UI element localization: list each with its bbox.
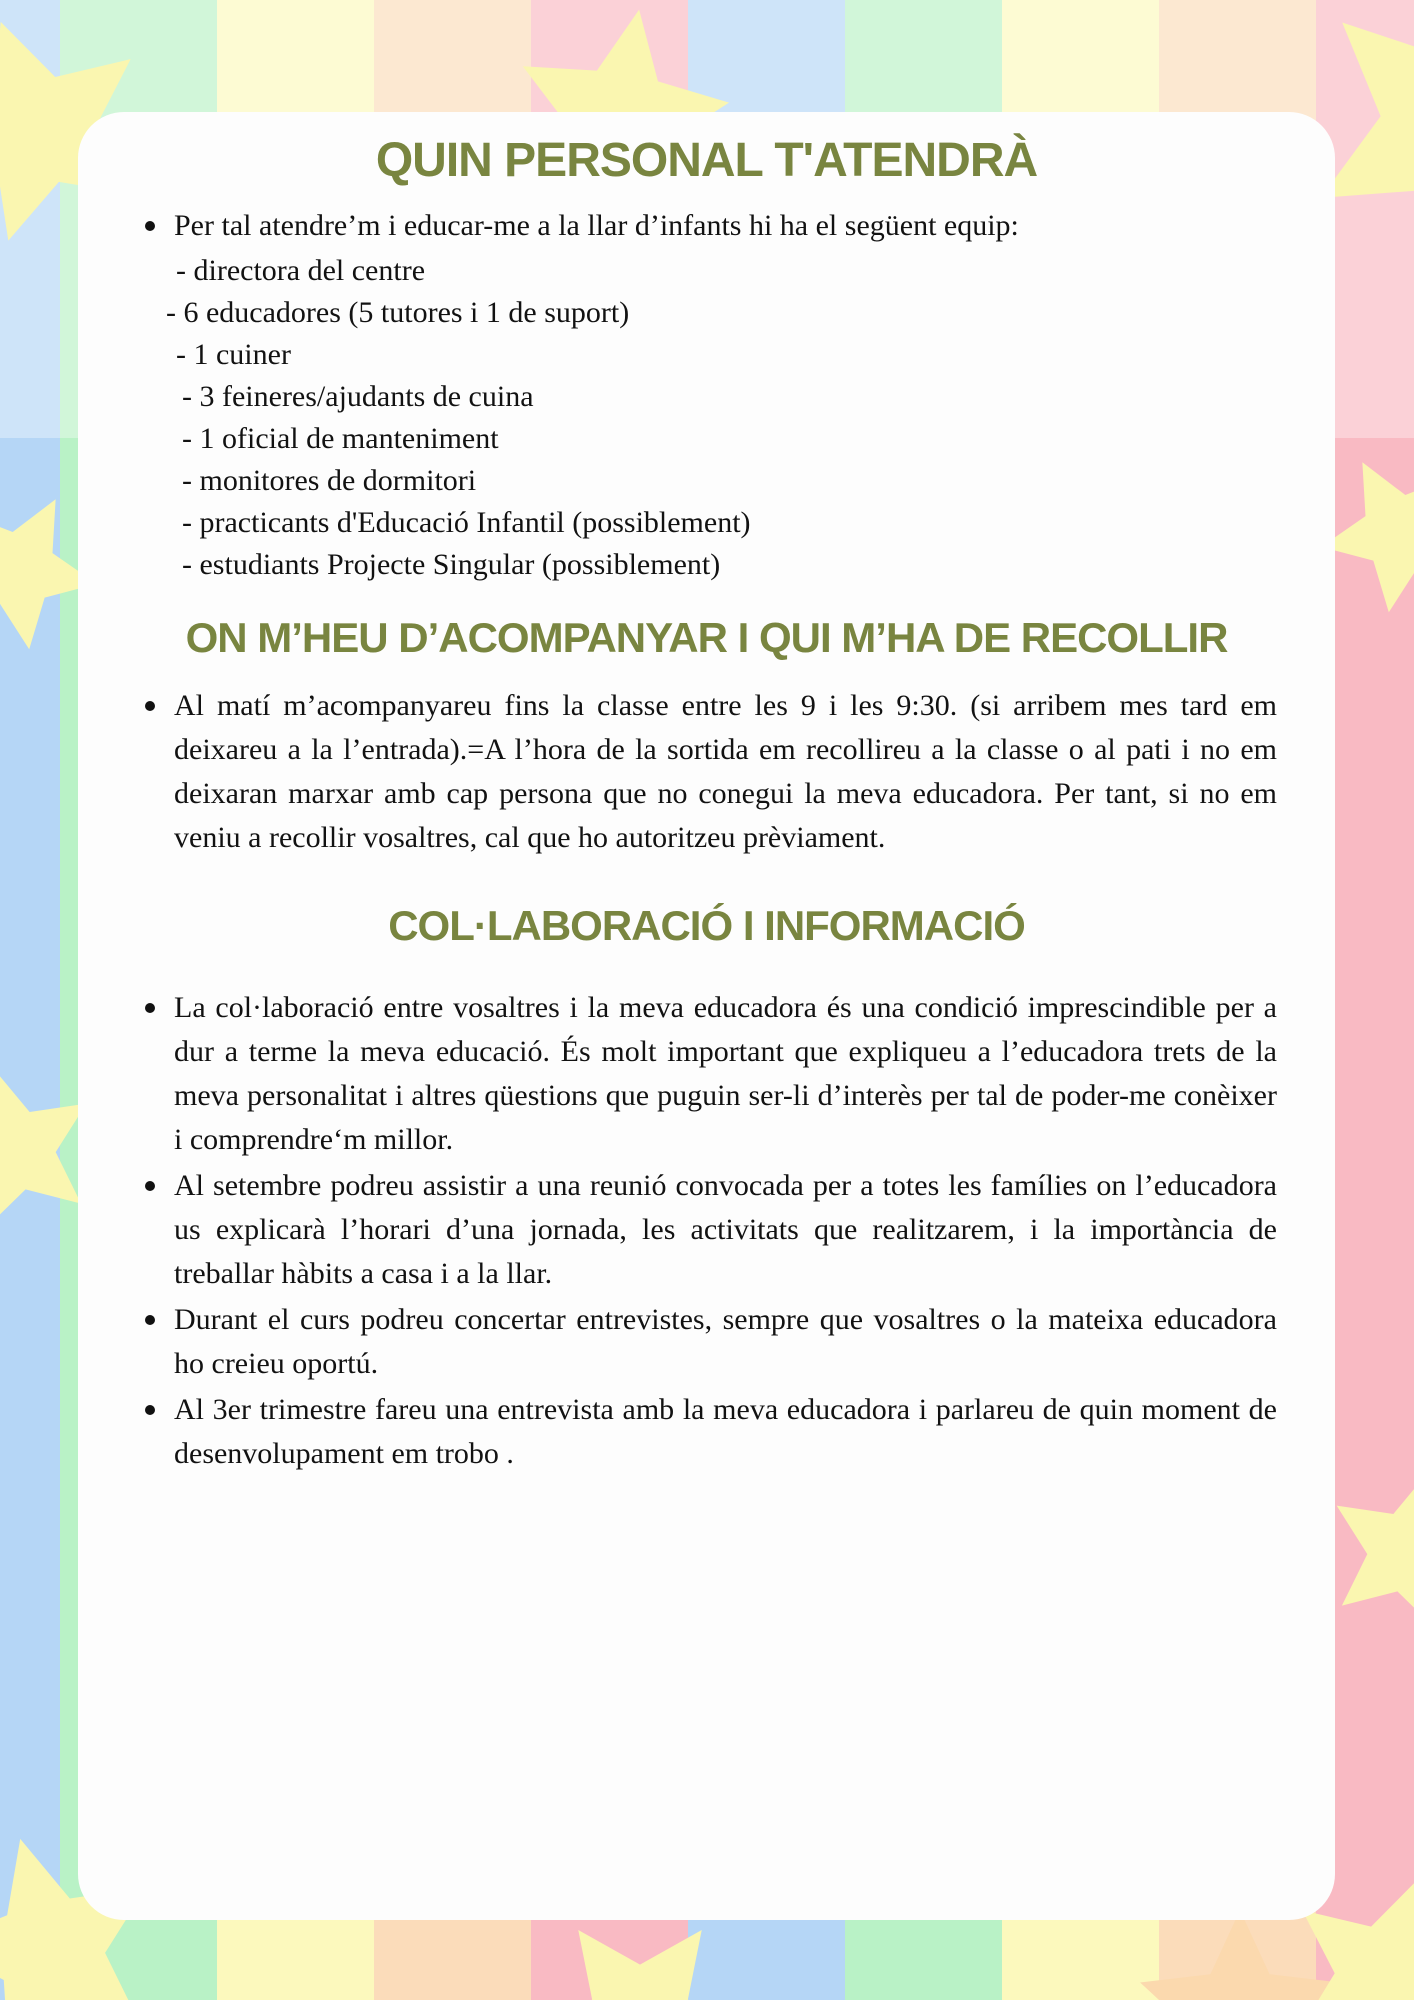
star-icon [540,1930,740,2000]
list-item: La col·laboració entre vosaltres i la meva educadora és una condició imprescindible per a dur a terme la meva educació. És molt important que expliqueu a l’educadora trets de la meva personalitat i altres qüestions que puguin ser-li d’interès per tal de poder-me conèixer i comprendre‘m millor. [136,986,1277,1162]
section-title-collaboration: COL·LABORACIÓ I INFORMACIÓ [388,902,1025,949]
list-item: - 6 educadores (5 tutores i 1 de suport) [166,296,630,329]
staff-intro: Per tal atendre’m i educar-me a la llar d’infants hi ha el següent equip: [136,204,1277,248]
list-item: Al 3er trimestre fareu una entrevista amb la meva educadora i parlareu de quin moment de desenvolupament em trobo . [136,1388,1277,1476]
collaboration-list [136,986,1277,1476]
content-panel [78,112,1335,1920]
list-item: - 1 cuiner [176,338,291,371]
list-item: - 1 oficial de manteniment [182,422,499,455]
list-item: - monitores de dormitori [182,464,477,497]
list-item: - practicants d'Educació Infantil (possiblement) [182,506,751,539]
list-item: - directora del centre [176,254,426,287]
list-item: - estudiants Projecte Singular (possiblement) [182,548,721,581]
page-title: QUIN PERSONAL T'ATENDRÀ [375,134,1038,187]
list-item: Al setembre podreu assistir a una reunió convocada per a totes les famílies on l’educadora us explicarà l’horari d’una jornada, les activitats que realitzarem, i la importància de treballar hàbits a casa i a la llar. [136,1164,1277,1296]
list-item: Durant el curs podreu concertar entrevistes, sempre que vosaltres o la mateixa educadora ho creieu oportú. [136,1298,1277,1386]
staff-list [136,250,1277,586]
dropoff-paragraph: Al matí m’acompanyareu fins la classe entre les 9 i les 9:30. (si arribem mes tard em deixareu a la l’entrada).=A l’hora de la sortida em recollireu a la classe o al pati i no em deixaran marxar amb cap persona que no conegui la meva educadora. Per tant, si no em veniu a recollir vosaltres, cal que ho autoritzeu prèviament. [136,684,1277,860]
list-item: - 3 feineres/ajudants de cuina [182,380,534,413]
section-title-dropoff: ON M’HEU D’ACOMPANYAR I QUI M’HA DE RECOLLIR [185,614,1228,661]
